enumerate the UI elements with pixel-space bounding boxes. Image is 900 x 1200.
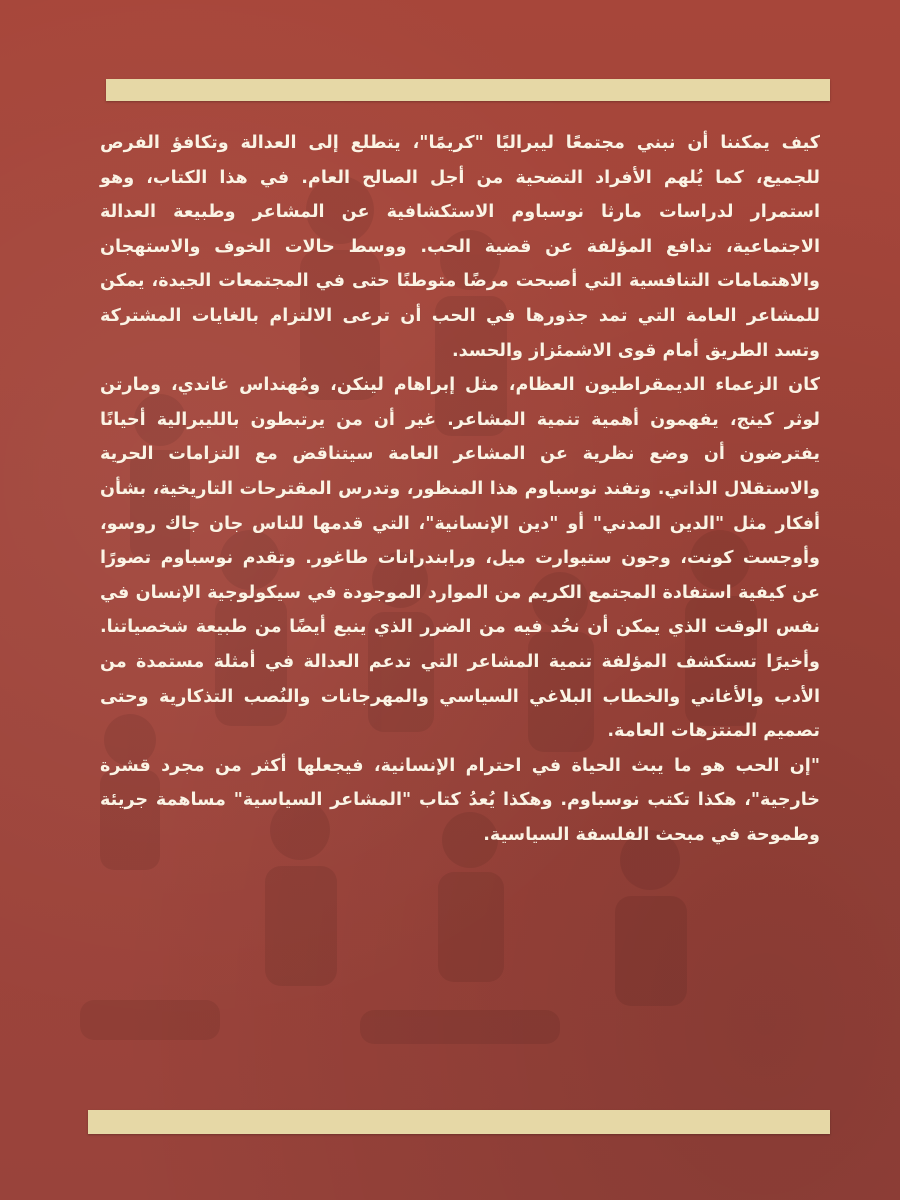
bottom-decorative-rule xyxy=(88,1110,830,1134)
paragraph-leaders: كان الزعماء الديمقراطيون العظام، مثل إبراهام لينكن، ومُهنداس غاندي، ومارتن لوثر كينج، يفهمون أهمية تنمية المشاعر. غير أن من يرتبطون بالليبرالية أحيانًا يفترضون أن وضع نظرية عن المشاعر العامة سيتناقض مع التزامات الحرية والاستقلال الذاتي. وتفند نوسباوم هذا المنظور، وتدرس المقترحات التاريخية، بشأن أفكار مثل "الدين المدني" أو "دين الإنسانية"، التي قدمها للناس جان جاك روسو، وأوجست كونت، وجون ستيوارت ميل، ورابندرانات طاغور. وتقدم نوسباوم تصورًا عن كيفية استفادة المجتمع الكريم من الموارد الموجودة في سيكولوجية الإنسان في نفس الوقت الذي يمكن أن نحُد فيه من الضرر الذي ينبع أيضًا من طبيعة شخصياتنا. وأخيرًا تستكشف المؤلفة تنمية المشاعر التي تدعم العدالة في أمثلة مستمدة من الأدب والأغاني والخطاب البلاغي السياسي والمهرجانات والنُصب التذكارية وحتى تصميم المنتزهات العامة. xyxy=(100,375,820,742)
paragraph-intro: كيف يمكننا أن نبني مجتمعًا ليبراليًا "كريمًا"، يتطلع إلى العدالة وتكافؤ الفرص للجميع، كما يُلهم الأفراد التضحية من أجل الصالح العام. في هذا الكتاب، وهو استمرار لدراسات مارثا نوسباوم الاستكشافية عن المشاعر وطبيعة العدالة الاجتماعية، تدافع المؤلفة عن قضية الحب. ووسط حالات الخوف والاستهجان والاهتمامات التنافسية التي أصبحت مرضًا متوطنًا حتى في المجتمعات الجيدة، يمكن للمشاعر العامة التي تمد جذورها في الحب أن ترعى الالتزام بالغايات المشتركة وتسد الطريق أمام قوى الاشمئزاز والحسد. xyxy=(100,133,820,361)
top-decorative-rule xyxy=(106,79,830,101)
paragraph-quote: "إن الحب هو ما يبث الحياة في احترام الإنسانية، فيجعلها أكثر من مجرد قشرة خارجية"، هكذا تكتب نوسباوم. وهكذا يُعدُ كتاب "المشاعر السياسية" مساهمة جريئة وطموحة في مبحث الفلسفة السياسية. xyxy=(100,755,820,845)
back-cover-text xyxy=(100,126,820,852)
